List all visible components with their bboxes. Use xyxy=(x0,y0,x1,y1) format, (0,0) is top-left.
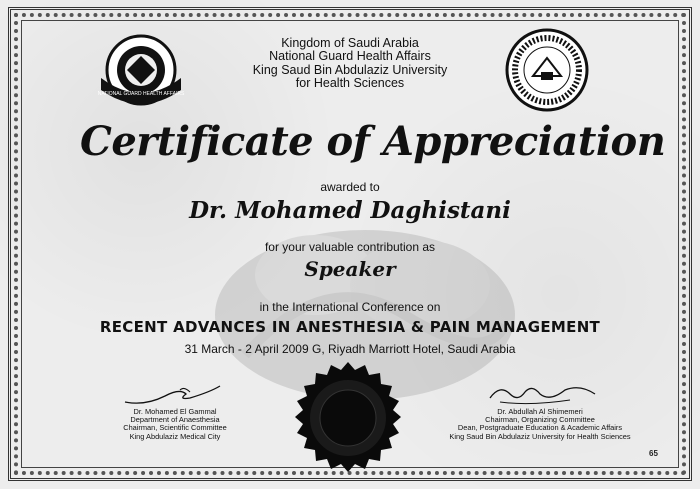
header-line-organization: National Guard Health Affairs xyxy=(269,49,431,64)
right-signatory-name: Dr. Abdullah Al Shimemeri xyxy=(497,407,583,416)
left-signatory-line: Department of Anaesthesia xyxy=(130,415,220,425)
conference-title: RECENT ADVANCES IN ANESTHESIA & PAIN MANAGEMENT xyxy=(99,318,601,336)
awarded-to-text: awarded to xyxy=(320,180,380,194)
conference-intro: in the International Conference on xyxy=(259,300,441,314)
recipient-role: Speaker xyxy=(304,257,396,281)
contribution-text: for your valuable contribution as xyxy=(264,240,436,254)
left-signatory-name: Dr. Mohamed El Gammal xyxy=(133,407,217,416)
national-guard-logo-text: NATIONAL GUARD HEALTH AFFAIRS xyxy=(97,91,185,97)
right-signature-icon xyxy=(470,380,610,408)
right-signatory-line: Dean, Postgraduate Education & Academic Affairs xyxy=(457,423,623,433)
signatory-left xyxy=(90,382,260,441)
national-guard-logo-icon xyxy=(95,32,187,110)
header-line-university: King Saud Bin Abdulaziz University xyxy=(252,62,448,77)
right-signatory-line: Chairman, Organizing Committee xyxy=(485,415,595,425)
left-signatory-line: King Abdulaziz Medical City xyxy=(129,431,221,441)
page-number: 65 xyxy=(649,449,658,458)
header-block xyxy=(200,37,500,91)
right-signatory-line: King Saud Bin Abdulaziz University for Health Sciences xyxy=(449,431,631,441)
signatory-right xyxy=(440,380,640,441)
header-line-faculty: for Health Sciences xyxy=(295,76,405,91)
gold-seal-icon xyxy=(289,360,407,478)
left-signatory-line: Chairman, Scientific Committee xyxy=(123,423,227,433)
certificate-title: Certificate of Appreciation xyxy=(80,118,666,165)
left-signature-icon xyxy=(120,382,230,408)
conference-details: 31 March - 2 April 2009 G, Riyadh Marriott Hotel, Saudi Arabia xyxy=(184,342,516,356)
recipient-name: Dr. Mohamed Daghistani xyxy=(189,197,511,224)
header-line-country: Kingdom of Saudi Arabia xyxy=(281,36,419,50)
ksau-hs-logo-icon xyxy=(505,28,589,112)
